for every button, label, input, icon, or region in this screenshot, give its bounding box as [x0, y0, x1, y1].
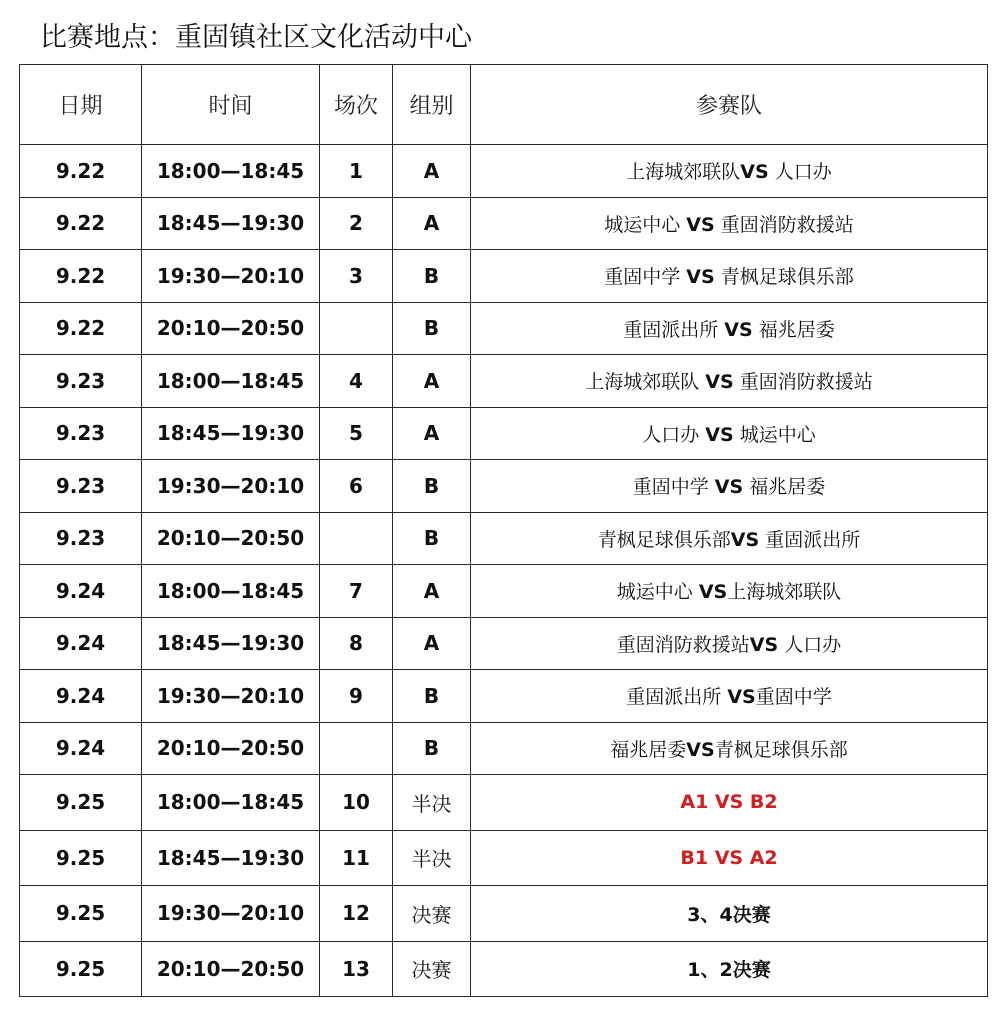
cell-date: 9.23	[20, 460, 142, 513]
cell-teams: 1、2决赛	[471, 941, 988, 997]
cell-group: B	[393, 512, 471, 565]
cell-group: 决赛	[393, 941, 471, 997]
venue-title: 比赛地点：重固镇社区文化活动中心	[40, 22, 472, 53]
cell-teams: 青枫足球俱乐部VS 重固派出所	[471, 512, 988, 565]
table-row	[20, 250, 988, 303]
cell-date: 9.23	[20, 355, 142, 408]
cell-teams: 重固派出所 VS 福兆居委	[471, 302, 988, 355]
cell-teams: 上海城郊联队VS 人口办	[471, 145, 988, 198]
cell-date: 9.24	[20, 722, 142, 775]
cell-match: 10	[320, 775, 393, 831]
cell-time: 19:30—20:10	[142, 886, 320, 942]
cell-match: 6	[320, 460, 393, 513]
table-row	[20, 670, 988, 723]
cell-date: 9.22	[20, 145, 142, 198]
cell-teams: B1 VS A2	[471, 830, 988, 886]
cell-teams: 城运中心 VS上海城郊联队	[471, 565, 988, 618]
header-row	[20, 65, 988, 145]
cell-time: 20:10—20:50	[142, 722, 320, 775]
cell-match	[320, 302, 393, 355]
cell-date: 9.23	[20, 512, 142, 565]
cell-match: 12	[320, 886, 393, 942]
cell-group: B	[393, 460, 471, 513]
cell-time: 19:30—20:10	[142, 250, 320, 303]
cell-date: 9.24	[20, 617, 142, 670]
header-date: 日期	[20, 65, 142, 145]
cell-teams: 重固中学 VS 福兆居委	[471, 460, 988, 513]
cell-teams: 福兆居委VS青枫足球俱乐部	[471, 722, 988, 775]
cell-teams: 重固消防救援站VS 人口办	[471, 617, 988, 670]
cell-time: 20:10—20:50	[142, 512, 320, 565]
cell-time: 20:10—20:50	[142, 302, 320, 355]
table-row	[20, 941, 988, 997]
cell-date: 9.22	[20, 197, 142, 250]
cell-group: A	[393, 407, 471, 460]
cell-teams: 城运中心 VS 重固消防救援站	[471, 197, 988, 250]
cell-time: 18:00—18:45	[142, 355, 320, 408]
cell-time: 19:30—20:10	[142, 670, 320, 723]
cell-group: B	[393, 250, 471, 303]
cell-time: 20:10—20:50	[142, 941, 320, 997]
cell-match: 11	[320, 830, 393, 886]
table-row	[20, 617, 988, 670]
cell-group: B	[393, 722, 471, 775]
cell-match: 9	[320, 670, 393, 723]
cell-group: B	[393, 670, 471, 723]
cell-date: 9.24	[20, 565, 142, 618]
table-row	[20, 197, 988, 250]
table-row	[20, 460, 988, 513]
cell-teams: 重固中学 VS 青枫足球俱乐部	[471, 250, 988, 303]
table-row	[20, 512, 988, 565]
cell-match: 13	[320, 941, 393, 997]
cell-date: 9.24	[20, 670, 142, 723]
table-row	[20, 775, 988, 831]
cell-teams: A1 VS B2	[471, 775, 988, 831]
cell-match: 5	[320, 407, 393, 460]
cell-group: A	[393, 617, 471, 670]
cell-group: A	[393, 355, 471, 408]
table-row	[20, 302, 988, 355]
cell-date: 9.25	[20, 886, 142, 942]
cell-teams: 人口办 VS 城运中心	[471, 407, 988, 460]
cell-group: A	[393, 197, 471, 250]
cell-group: A	[393, 565, 471, 618]
cell-date: 9.22	[20, 302, 142, 355]
cell-time: 19:30—20:10	[142, 460, 320, 513]
cell-group: 半决	[393, 830, 471, 886]
cell-time: 18:45—19:30	[142, 407, 320, 460]
cell-match: 7	[320, 565, 393, 618]
cell-date: 9.22	[20, 250, 142, 303]
cell-date: 9.25	[20, 941, 142, 997]
cell-group: 决赛	[393, 886, 471, 942]
cell-match: 1	[320, 145, 393, 198]
table-row	[20, 407, 988, 460]
cell-time: 18:45—19:30	[142, 830, 320, 886]
table-row	[20, 565, 988, 618]
cell-group: B	[393, 302, 471, 355]
cell-match	[320, 722, 393, 775]
cell-match: 3	[320, 250, 393, 303]
table-row	[20, 722, 988, 775]
cell-group: 半决	[393, 775, 471, 831]
cell-group: A	[393, 145, 471, 198]
cell-match	[320, 512, 393, 565]
schedule-table	[19, 64, 988, 997]
cell-teams: 重固派出所 VS重固中学	[471, 670, 988, 723]
header-time: 时间	[142, 65, 320, 145]
cell-time: 18:45—19:30	[142, 197, 320, 250]
cell-match: 4	[320, 355, 393, 408]
cell-time: 18:00—18:45	[142, 775, 320, 831]
table-row	[20, 886, 988, 942]
cell-time: 18:00—18:45	[142, 565, 320, 618]
table-row	[20, 355, 988, 408]
cell-date: 9.25	[20, 775, 142, 831]
cell-time: 18:45—19:30	[142, 617, 320, 670]
header-match: 场次	[320, 65, 393, 145]
cell-teams: 3、4决赛	[471, 886, 988, 942]
header-teams: 参赛队	[471, 65, 988, 145]
cell-teams: 上海城郊联队 VS 重固消防救援站	[471, 355, 988, 408]
table-row	[20, 145, 988, 198]
cell-time: 18:00—18:45	[142, 145, 320, 198]
cell-match: 8	[320, 617, 393, 670]
cell-date: 9.23	[20, 407, 142, 460]
table-row	[20, 830, 988, 886]
cell-match: 2	[320, 197, 393, 250]
cell-date: 9.25	[20, 830, 142, 886]
header-group: 组别	[393, 65, 471, 145]
